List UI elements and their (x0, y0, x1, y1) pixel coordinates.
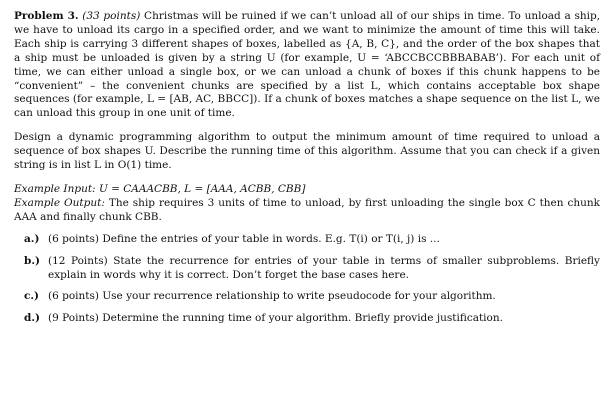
subquestion-text: (6 points) Define the entries of your table in words. E.g. T(i) or T(i, j) is ... (48, 232, 440, 245)
problem-intro-text: Christmas will be ruined if we can’t unload all of our ships in time. To unload a ship, we have to unload its cargo in a specified order, and we want to minimize the amount of time this will take. Each ship is carrying 3 different shapes of boxes, labelled as {A, B, C}, and the order of the box shapes that a ship must be unloaded is given by a string U (for example, U = ‘ABCCBCCBBBABAB’). For each unit of time, we can either unload a single box, or we can unload a chunk of boxes if this chunk happens to be “convenient” – the convenient chunks are specified by a list L, which contains acceptable box shape sequences (for example, L = [AB, AC, BBCC]). If a chunk of boxes matches a shape sequence on the list L, we can unload this group in one unit of time. (14, 10, 601, 120)
subquestion-a (24, 233, 600, 247)
subquestion-text: (12 Points) State the recurrence for entries of your table in terms of smaller subproblems. Briefly explain in words why it is correct. Don’t forget the base cases here. (48, 254, 600, 281)
subquestion-label: a.) (24, 232, 40, 245)
example-input-value: U = CAAACBB, L = [AAA, ACBB, CBB] (98, 182, 306, 195)
subquestion-text: (9 Points) Determine the running time of your algorithm. Briefly provide justification. (48, 312, 503, 325)
subquestion-d (24, 312, 600, 326)
example-input-label: Example Input: (14, 182, 96, 195)
problem-intro (14, 10, 600, 121)
problem-points: (33 points) (82, 10, 141, 22)
subquestion-list (14, 233, 600, 327)
problem-title: Problem 3. (14, 10, 79, 22)
example-output-label: Example Output: (14, 196, 105, 209)
subquestion-label: d.) (24, 312, 40, 325)
problem-task: Design a dynamic programming algorithm to output the minimum amount of time required to unload a sequence of box shapes U. Describe the running time of this algorithm. Assume that you can check if a given string is in list L in O(1) time. (14, 131, 600, 172)
subquestion-label: b.) (24, 254, 40, 267)
subquestion-label: c.) (24, 290, 40, 303)
example-output-value: The ship requires 3 units of time to unload, by first unloading the single box C then chunk AAA and finally chunk CBB. (14, 196, 601, 223)
subquestion-b (24, 255, 600, 283)
subquestion-text: (6 points) Use your recurrence relationship to write pseudocode for your algorithm. (48, 290, 496, 303)
example-input (14, 183, 600, 197)
subquestion-c (24, 290, 600, 304)
example-output (14, 197, 600, 225)
